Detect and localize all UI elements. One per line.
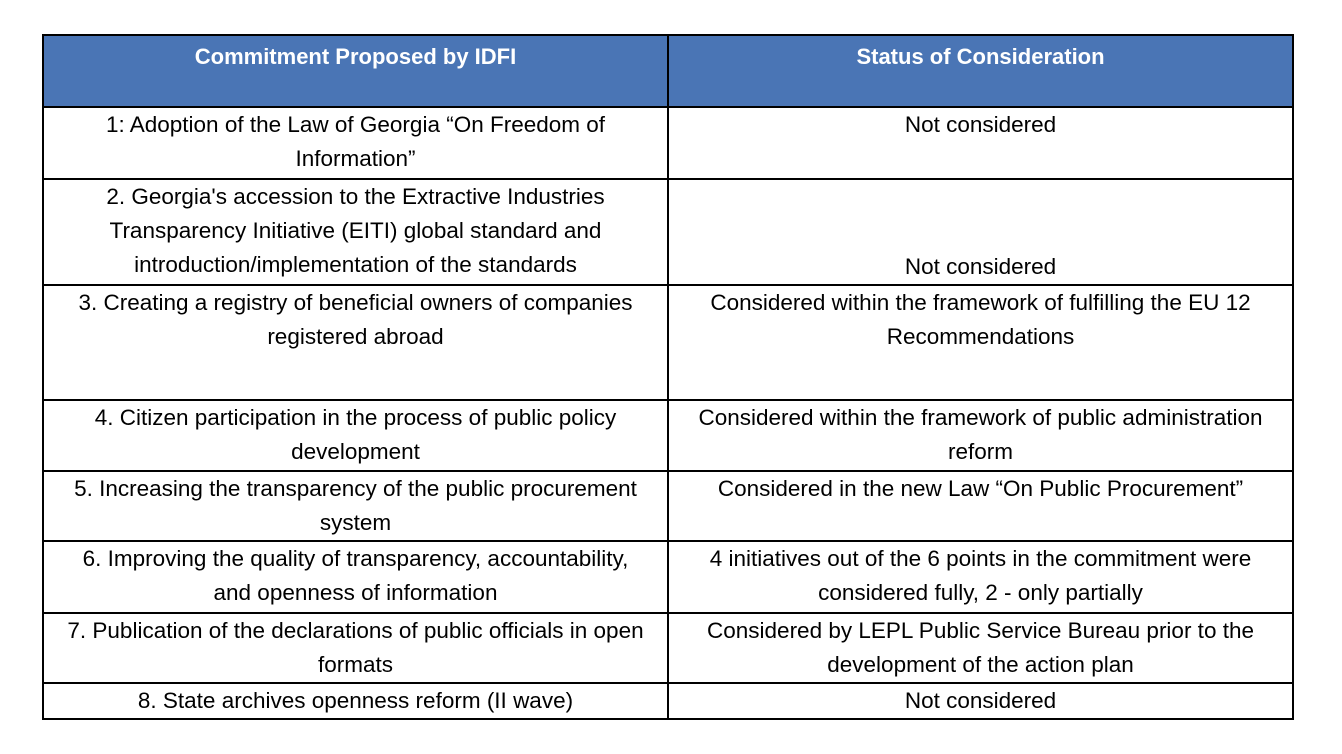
table-row: [43, 285, 1293, 400]
commitments-status-table: [42, 34, 1294, 720]
commitment-cell: 5. Increasing the transparency of the public procurement system: [43, 471, 668, 541]
commitment-cell: 1: Adoption of the Law of Georgia “On Freedom of Information”: [43, 107, 668, 179]
column-header-commitment: Commitment Proposed by IDFI: [43, 35, 668, 107]
status-cell: Considered within the framework of fulfilling the EU 12 Recommendations: [668, 285, 1293, 400]
status-cell: Not considered: [668, 107, 1293, 179]
commitments-table-container: [42, 34, 1292, 720]
commitment-cell: 2. Georgia's accession to the Extractive Industries Transparency Initiative (EITI) global standard and introduction/implementation of the standards: [43, 179, 668, 285]
status-cell: Considered by LEPL Public Service Bureau prior to the development of the action plan: [668, 613, 1293, 683]
table-row: [43, 471, 1293, 541]
commitment-cell: 3. Creating a registry of beneficial owners of companies registered abroad: [43, 285, 668, 400]
column-header-status: Status of Consideration: [668, 35, 1293, 107]
table-row: [43, 613, 1293, 683]
status-cell: 4 initiatives out of the 6 points in the commitment were considered fully, 2 - only partially: [668, 541, 1293, 613]
commitment-cell: 6. Improving the quality of transparency, accountability, and openness of information: [43, 541, 668, 613]
table-header-row: [43, 35, 1293, 107]
commitment-cell: 8. State archives openness reform (II wave): [43, 683, 668, 719]
commitment-cell: 4. Citizen participation in the process of public policy development: [43, 400, 668, 471]
commitment-cell: 7. Publication of the declarations of public officials in open formats: [43, 613, 668, 683]
table-row: [43, 179, 1293, 285]
table-row: [43, 683, 1293, 719]
status-cell: Considered within the framework of public administration reform: [668, 400, 1293, 471]
status-cell: Not considered: [668, 683, 1293, 719]
table-row: [43, 541, 1293, 613]
status-cell: Considered in the new Law “On Public Procurement”: [668, 471, 1293, 541]
table-row: [43, 107, 1293, 179]
table-row: [43, 400, 1293, 471]
status-cell: Not considered: [668, 179, 1293, 285]
